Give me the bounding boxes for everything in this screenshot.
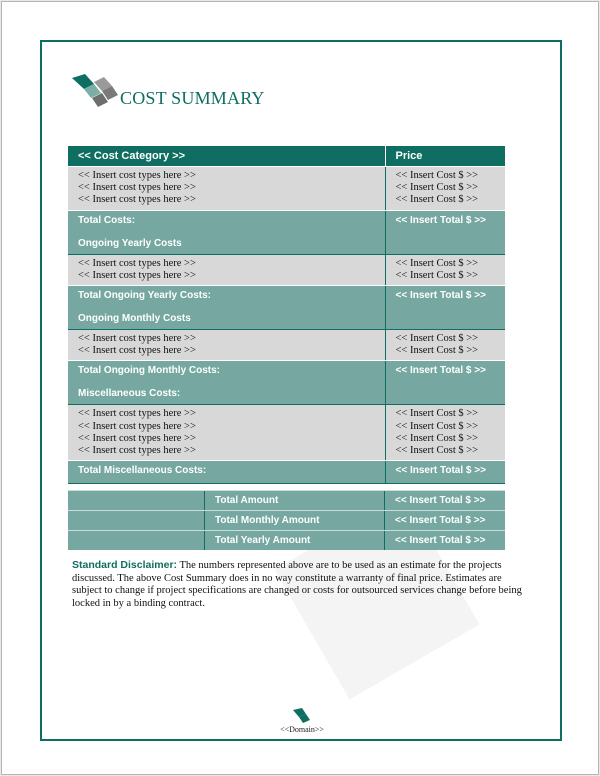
section-total-value: << Insert Total $ >> — [385, 210, 505, 254]
cost-type-line: << Insert cost types here >> — [78, 269, 196, 281]
disclaimer-text: The numbers represented above are to be used as an estimate for the projects discussed. The above Cost Summary does in no way constitute a warranty of final price. Estimates are subject to change if project specifications are changed or costs for outsourced services change before being locked in by a binding contract. — [72, 560, 522, 609]
section-heading: Ongoing Monthly Costs — [78, 313, 191, 325]
summary-totals — [68, 490, 505, 550]
document-page — [1, 1, 599, 775]
section-total-label: Total Miscellaneous Costs: — [78, 465, 207, 477]
footer-logo-icon — [293, 708, 311, 724]
summary-value: << Insert Total $ >> — [385, 491, 505, 510]
cost-prices-cell — [385, 167, 505, 211]
section-total-label-cell — [68, 461, 385, 484]
section-total-label-cell — [68, 210, 385, 254]
cost-type-line: << Insert cost types here >> — [78, 445, 196, 457]
section-total-value: << Insert Total $ >> — [385, 286, 505, 330]
summary-value: << Insert Total $ >> — [385, 531, 505, 550]
cost-prices-cell — [385, 330, 505, 361]
cost-type-line: << Insert cost types here >> — [78, 194, 196, 206]
cost-prices-cell — [385, 254, 505, 285]
cost-items-row — [68, 167, 505, 211]
cost-types-cell — [68, 405, 385, 461]
cost-types-cell — [68, 254, 385, 285]
section-total-label-cell — [68, 286, 385, 330]
summary-value: << Insert Total $ >> — [385, 511, 505, 530]
cost-price-line: << Insert Cost $ >> — [395, 345, 479, 357]
cost-type-line: << Insert cost types here >> — [78, 345, 196, 357]
header-price: Price — [385, 146, 505, 167]
cost-type-line: << Insert cost types here >> — [78, 170, 196, 181]
footer-domain: <<Domain>> — [280, 725, 324, 734]
disclaimer-label: Standard Disclaimer: — [72, 559, 178, 571]
cost-types-cell — [68, 167, 385, 211]
summary-row — [68, 490, 505, 510]
cost-items-row — [68, 330, 505, 361]
section-total-label: Total Ongoing Yearly Costs: — [78, 290, 211, 302]
section-heading: Miscellaneous Costs: — [78, 388, 181, 400]
summary-label: Total Monthly Amount — [205, 511, 385, 530]
summary-label: Total Amount — [205, 491, 385, 510]
summary-row — [68, 530, 505, 550]
cost-price-line: << Insert Cost $ >> — [395, 182, 479, 194]
cost-type-line: << Insert cost types here >> — [78, 432, 196, 444]
section-total-label-cell — [68, 361, 385, 405]
cost-items-row — [68, 254, 505, 285]
section-total-label: Total Ongoing Monthly Costs: — [78, 365, 221, 377]
cost-price-line: << Insert Cost $ >> — [395, 420, 479, 432]
cost-price-line: << Insert Cost $ >> — [395, 170, 479, 181]
cost-price-line: << Insert Cost $ >> — [395, 333, 479, 345]
summary-label: Total Yearly Amount — [205, 531, 385, 550]
section-total-row — [68, 286, 505, 330]
summary-spacer-cell — [68, 531, 205, 550]
cost-type-line: << Insert cost types here >> — [78, 257, 196, 269]
standard-disclaimer — [72, 559, 532, 610]
section-total-label: Total Costs: — [78, 214, 136, 226]
cost-price-line: << Insert Cost $ >> — [395, 269, 479, 281]
company-logo-icon — [72, 74, 118, 108]
section-total-row — [68, 210, 505, 254]
summary-row — [68, 510, 505, 530]
cost-prices-cell — [385, 405, 505, 461]
section-total-row — [68, 361, 505, 405]
summary-spacer-cell — [68, 511, 205, 530]
cost-types-cell — [68, 330, 385, 361]
cost-price-line: << Insert Cost $ >> — [395, 445, 479, 457]
cost-price-line: << Insert Cost $ >> — [395, 194, 479, 206]
page-title: COST SUMMARY — [120, 88, 265, 108]
cost-type-line: << Insert cost types here >> — [78, 408, 196, 420]
cost-price-line: << Insert Cost $ >> — [395, 408, 479, 420]
header-cost-category: << Cost Category >> — [68, 146, 385, 167]
summary-spacer-cell — [68, 491, 205, 510]
cost-price-line: << Insert Cost $ >> — [395, 257, 479, 269]
table-header-row — [68, 146, 505, 167]
section-heading: Ongoing Yearly Costs — [78, 237, 182, 249]
cost-price-line: << Insert Cost $ >> — [395, 432, 479, 444]
cost-type-line: << Insert cost types here >> — [78, 182, 196, 194]
section-total-value: << Insert Total $ >> — [385, 361, 505, 405]
cost-type-line: << Insert cost types here >> — [78, 333, 196, 345]
cost-table — [68, 146, 505, 484]
section-total-value: << Insert Total $ >> — [385, 461, 505, 484]
cost-items-row — [68, 405, 505, 461]
cost-type-line: << Insert cost types here >> — [78, 420, 196, 432]
section-total-row — [68, 461, 505, 484]
